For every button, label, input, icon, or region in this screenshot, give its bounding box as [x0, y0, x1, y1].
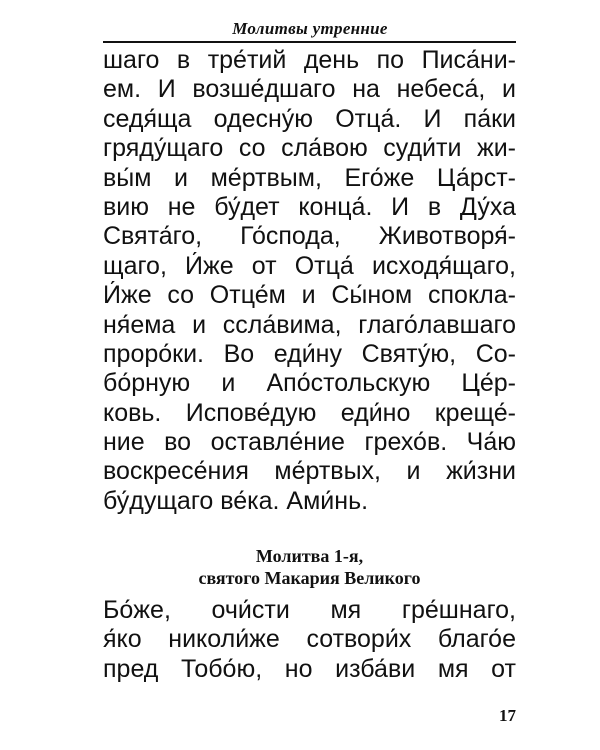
text-line: проро́ки. Во еди́ну Святу́ю, Со- [103, 339, 516, 368]
text-line: пред Тобо́ю, но изба́ви мя от [103, 654, 516, 683]
text-line: вию не бу́дет конца́. И в Ду́ха [103, 192, 516, 221]
text-line: шаго в тре́тий день по Писа́ни- [103, 46, 516, 74]
text-line: И́же со Отце́м и Сы́ном спокла- [103, 281, 516, 310]
text-line: ковь. Испове́дую еди́но креще́- [103, 398, 516, 427]
text-line: я́ко николи́же сотвори́х благо́е [103, 625, 516, 654]
prayer-text-block [103, 596, 516, 684]
text-line: Свята́го, Го́спода, Животворя́- [103, 222, 516, 251]
prayer-heading [103, 545, 516, 589]
prayer-heading-title: Молитва 1-я, [255, 546, 364, 566]
text-line: Бо́же, очи́сти мя гре́шнаго, [103, 596, 516, 624]
text-line: щаго, И́же от Отца́ исходя́щаго, [103, 251, 516, 280]
text-line: ня́ема и ссла́вима, глаго́лавшаго [103, 310, 516, 339]
text-line: бу́дущаго ве́ка. Ами́нь. [103, 486, 369, 515]
prayer-heading-subtitle: святого Макария Великого [198, 568, 421, 588]
creed-text-block [103, 46, 516, 516]
text-line: ем. И возше́дшаго на небеса́, и [103, 75, 516, 104]
text-line: воскресе́ния ме́ртвых, и жи́зни [103, 457, 516, 486]
text-line: гряду́щаго со сла́вою суди́ти жи- [103, 134, 516, 163]
text-line: бо́рную и Апо́стольскую Це́р- [103, 369, 516, 398]
header-rule [103, 41, 516, 43]
running-title: Молитвы утренние [232, 19, 388, 38]
text-line: седя́ща одесну́ю Отца́. И па́ки [103, 104, 516, 133]
text-line: вы́м и ме́ртвым, Его́же Ца́рст- [103, 163, 516, 192]
text-line: ние во оставле́ние грехо́в. Ча́ю [103, 428, 516, 457]
page-number: 17 [499, 706, 516, 725]
